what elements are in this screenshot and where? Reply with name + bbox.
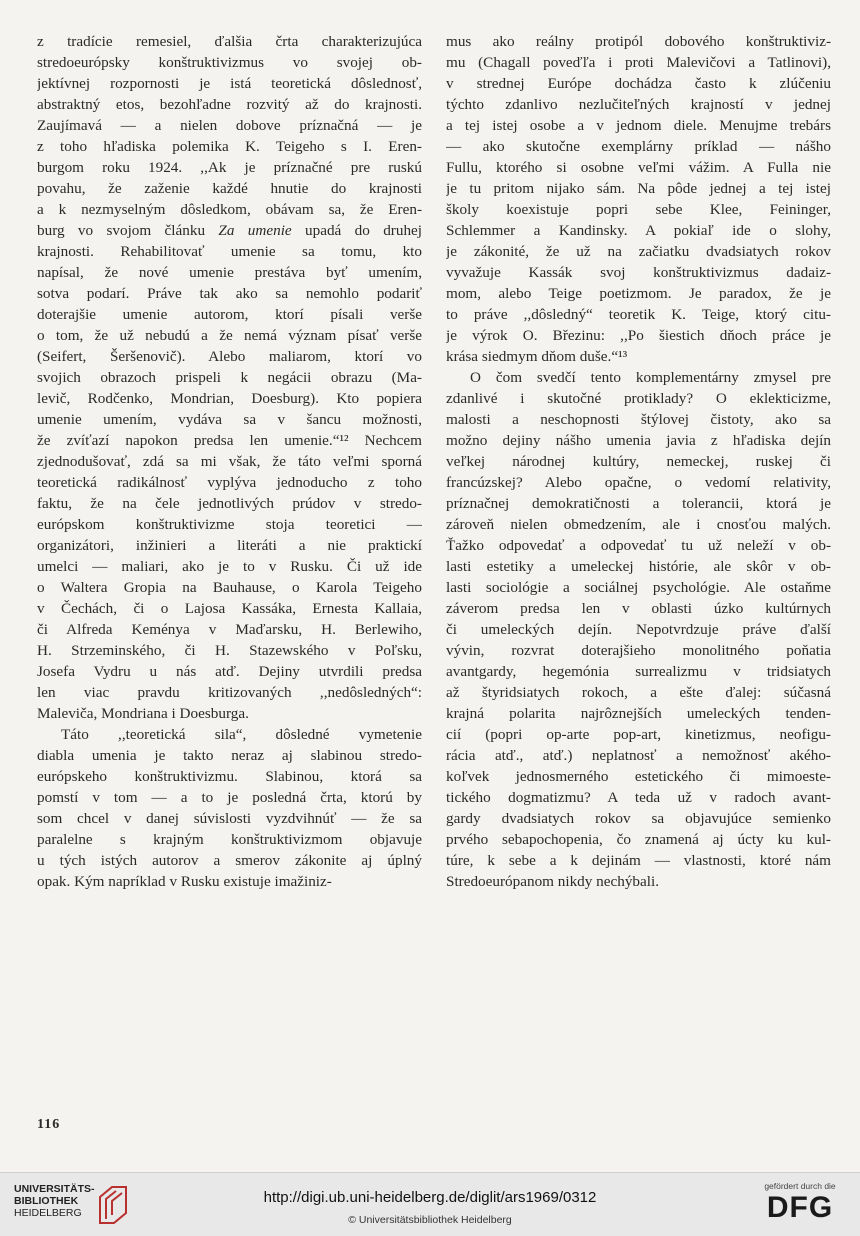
text-line: európskom konštruktivizme stoja teoretici — [37, 516, 422, 533]
text-line: jektívnej rozpornosti je istá teoretická dôslednosť, [37, 75, 422, 92]
library-name: UNIVERSITÄTS- BIBLIOTHEK HEIDELBERG [14, 1183, 95, 1219]
text-line: (Seifert, Šeršenovič). Alebo maliarom, ktorí vo [37, 348, 422, 365]
text-line: rácia atď., atď.) neplatnosť a nemožnosť akého- [446, 747, 831, 764]
text-line: európskeho konštruktivizmu. Slabinou, ktorá sa [37, 768, 422, 785]
funding-caption: gefördert durch die [764, 1181, 836, 1191]
text-line: len viac pravdu kritizovaných ,,nedôsledných“: [37, 684, 422, 701]
text-line: stredoeurópsky konštruktivizmus vo svojej ob- [37, 54, 422, 71]
text-line: abstraktný etos, bezohľadne rozvitý až do krajnosti. [37, 96, 422, 113]
text-line: tického dogmatizmu? A teda už v radoch avant- [446, 789, 831, 806]
text-line: vyvažuje Kassák svoj konštruktivizmus dadaiz- [446, 264, 831, 281]
text-line: v Čechách, či o Lajosa Kassáka, Ernesta Kallaia, [37, 600, 422, 617]
dfg-wordmark: DFG [766, 1191, 834, 1224]
text-line: avantgardy, hegemónia surrealizmu v tridsiatych [446, 663, 831, 680]
text-line: umenie umením, vydáva sa v šancu možnosti, [37, 411, 422, 428]
text-line: diabla umenia je takto neraz aj slabinou stredo- [37, 747, 422, 764]
text-line: prvého sebapochopenia, čo znamená aj úcty ku kul- [446, 831, 831, 848]
text-line: zároveň nielen obmedzením, ale i cnosťou malých. [446, 516, 831, 533]
text-line: burgom roku 1924. ,,Ak je príznačné pre ruskú [37, 159, 422, 176]
text-line: krajnosti. Rehabilitovať umenie sa tomu, kto [37, 243, 422, 260]
dfg-logo[interactable] [754, 1181, 846, 1223]
text-line: túre, k sebe a k dejinám — vlastnosti, ktoré nám [446, 852, 831, 869]
text-line: — ako skutočne exemplárny príklad — nášho [446, 138, 831, 155]
article-title: Za umenie [218, 222, 292, 239]
text-line: umelci — maliari, ako je to v Rusku. Či už ide [37, 558, 422, 575]
text-line: sotva podarí. Práve tak ako sa nemohlo podariť [37, 285, 422, 302]
text-line: to práve ,,dôsledný“ teoretik K. Teige, ktorý citu- [446, 306, 831, 323]
text-line: zdanlivé i skutočné protiklady? O eklekticizme, [446, 390, 831, 407]
text-line: som chcel v danej súvislosti vyzdvihnúť — že sa [37, 810, 422, 827]
text-line: mus ako reálny protipól dobového konštruktiviz- [446, 33, 831, 50]
text-line: týchto zdanlivo nezlučiteľných krajností v jednej [446, 96, 831, 113]
text-line: až štyridsiatych rokoch, a ešte ďalej: súčasná [446, 684, 831, 701]
text-line: že zvíťazí napokon predsa len umenie.“¹² Nechcem [37, 432, 422, 449]
text-line: Maleviča, Mondriana i Doesburga. [37, 705, 249, 722]
text-line: pomstí v tom — a to je posledná črta, ktorú by [37, 789, 422, 806]
text-line: lasti sociológie a sociálnej psychológie. Ale ostaňme [446, 579, 831, 596]
text-line: Táto ,,teoretická sila“, dôsledné vymetenie [61, 726, 422, 743]
text-line: je zákonité, že už na začiatku dvadsiatych rokov [446, 243, 831, 260]
text-line: organizátori, inžinieri a literáti a nie praktickí [37, 537, 422, 554]
text-line: mom, alebo Teige poetizmom. Je paradox, že je [446, 285, 831, 302]
text-line: faktu, že na čele jednotlivých prúdov v stredo- [37, 495, 422, 512]
page-number: 116 [37, 1117, 61, 1132]
text-line: Ťažko odpovedať a odpovedať tu už neleží v ob- [446, 537, 831, 554]
text-line: a k nezmyselným dôsledkom, obávam sa, že Eren- [37, 201, 422, 218]
text-line: koľvek jednosmerného estetického či mimoeste- [446, 768, 831, 785]
text-line: veľkej národnej kultúry, nemeckej, ruskej či [446, 453, 831, 470]
text-line: paralelne s krajným konštruktivizmom objavuje [37, 831, 422, 848]
text-line: je výrok O. Březinu: ,,Po šiestich dňoch práce je [446, 327, 831, 344]
text-line: teoretická radikálnosť vyplýva jednoducho z toho [37, 474, 422, 491]
permalink-url[interactable]: http://digi.ub.uni-heidelberg.de/diglit/ars1969/0312 [263, 1189, 597, 1206]
text-line: o Waltera Gropia na Bauhause, o Karola Teigeho [37, 579, 422, 596]
text-line: O čom svedčí tento komplementárny zmysel pre [470, 369, 831, 386]
text-line: povahu, že zaženie každé hnutie do krajnosti [37, 180, 422, 197]
viewer-footer [0, 1172, 860, 1236]
text-line: z toho hľadiska polemika K. Teigeho s I. Eren- [37, 138, 422, 155]
text-line: levič, Rodčenko, Mondrian, Doesburg). Kto popiera [37, 390, 422, 407]
text-line: možno dejiny nášho umenia javia z hľadiska dejín [446, 432, 831, 449]
text-line: Schlemmer a Kandinsky. A pokiaľ ide o slohy, [446, 222, 831, 239]
text-line: v strednej Európe dochádza často k zlúčeniu [446, 75, 831, 92]
text-line: zjednodušovať, zdá sa mi však, že táto veľmi sporná [37, 453, 422, 470]
text-line: napísal, že nové umenie prestáva byť umením, [37, 264, 422, 281]
text-line: krajná polarita najrôznejších umeleckých tenden- [446, 705, 831, 722]
copyright-notice: © Universitätsbibliothek Heidelberg [348, 1214, 512, 1226]
text-line: a tej istej osobe a v jednom diele. Menujme trebárs [446, 117, 831, 134]
text-line: Josefa Vydru u nás atď. Dejiny utvrdili predsa [37, 663, 422, 680]
text-line: malosti a neschopnosti štýlovej čistoty, ako sa [446, 411, 831, 428]
text-line: či Alfreda Keménya v Maďarsku, H. Berlewiho, [37, 621, 422, 638]
text-line: školy koexistuje popri sebe Klee, Feininger, [446, 201, 831, 218]
text-line: u tých istých autorov a smerov zákonite aj úplný [37, 852, 422, 869]
text-line: burg vo svojom článku Za umenie upadá do druhej [37, 222, 422, 239]
right-text-column [446, 31, 831, 892]
text-line: krása siedmym dňom duše.“¹³ [446, 348, 628, 365]
text-line: Stredoeurópanom nikdy nechýbali. [446, 873, 659, 890]
left-text-column [37, 31, 422, 892]
text-line: doterajšie umenie autorom, ktorí písali verše [37, 306, 422, 323]
text-line: z tradície remesiel, ďalšia črta charakterizujúca [37, 33, 422, 50]
text-line: lasti estetiky a umeleckej histórie, ale skôr v ob- [446, 558, 831, 575]
text-line: H. Strzeminského, či H. Stazewského v Poľsku, [37, 642, 422, 659]
text-line: Zaujímavá — a nielen dobove príznačná — je [37, 117, 422, 134]
text-line: gardy dvadsiatych rokov sa objavujúce semienko [446, 810, 831, 827]
text-line: svojich obrazoch prispeli k negácii obrazu (Ma- [37, 369, 422, 386]
text-line: je tu pritom nijako sám. Na pôde jednej a tej istej [446, 180, 831, 197]
text-line: cií (popri op-arte pop-art, kinetizmus, neofigu- [446, 726, 831, 743]
text-line: opak. Kým napríklad v Rusku existuje imažiniz- [37, 873, 332, 890]
text-line: francúzskej? Alebo opačne, o vedomí relativity, [446, 474, 831, 491]
text-line: mu (Chagall poveďľa i proti Malevičovi a Tatlinovi), [446, 54, 831, 71]
text-line: príznačnej demokratičnosti a tolerancii, ktorá je [446, 495, 831, 512]
text-line: vývin, rozvrat doterajšieho monolitného poňatia [446, 642, 831, 659]
text-line: záverom predsa len v oblasti úzko kultúrnych [446, 600, 831, 617]
text-line: o tom, že už nebudú a že nemá význam písať verše [37, 327, 422, 344]
text-line: Fullu, ktorého si osobne veľmi vážim. A Fulla nie [446, 159, 831, 176]
text-line: či umeleckých dejín. Nepotvrdzuje práve ďalší [446, 621, 831, 638]
